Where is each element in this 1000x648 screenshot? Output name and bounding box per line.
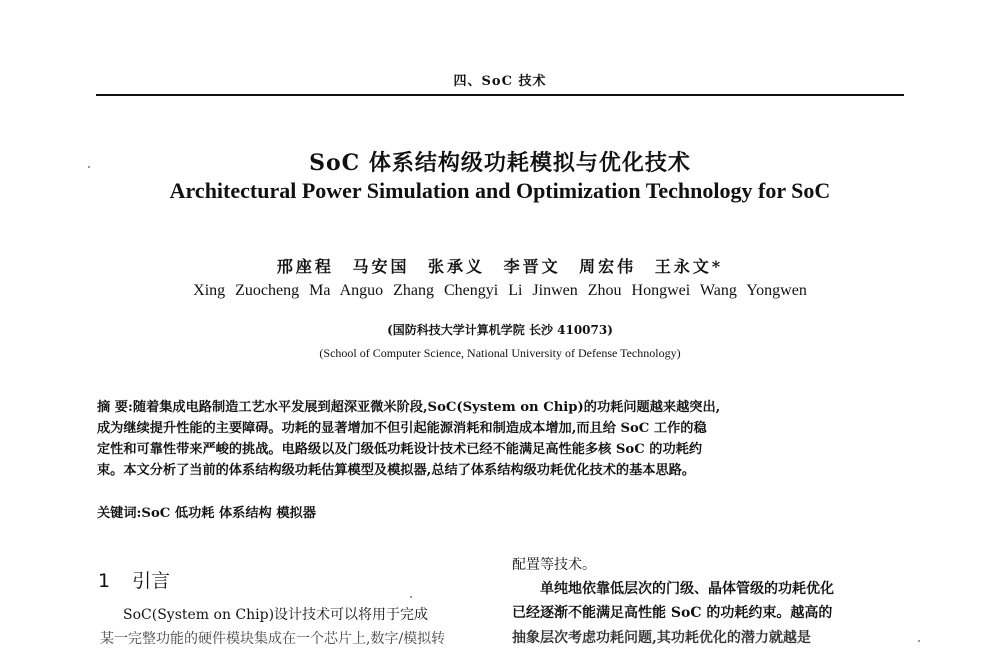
keywords: 关键词:SoC 低功耗 体系结构 模拟器 xyxy=(97,506,316,521)
abstract-line: 摘 要:随着集成电路制造工艺水平发展到超深亚微米阶段,SoC(System on Chip)的功耗问题越来越突出, xyxy=(97,400,721,415)
scan-speck xyxy=(88,166,90,168)
header-rule xyxy=(96,94,904,96)
right-column-line: 配置等技术。 xyxy=(512,557,596,573)
section-title: 引言 xyxy=(132,570,171,592)
paper-title-english: Architectural Power Simulation and Optimization Technology for SoC xyxy=(169,178,831,203)
abstract-line: 定性和可靠性带来严峻的挑战。电路级以及门级低功耗设计技术已经不能满足高性能多核 SoC 的功耗约 xyxy=(97,442,703,457)
section-header: 四、SoC 技术 xyxy=(453,74,547,89)
left-column-line: SoC(System on Chip)设计技术可以将用于完成 xyxy=(123,607,429,623)
paper-title-chinese: SoC 体系结构级功耗模拟与优化技术 xyxy=(309,150,691,176)
right-column-line: 单纯地依靠低层次的门级、晶体管级的功耗优化 xyxy=(540,581,834,597)
abstract-line: 成为继续提升性能的主要障碍。功耗的显著增加不但引起能源消耗和制造成本增加,而且给 SoC 工作的稳 xyxy=(97,421,707,436)
left-column-line: 某一完整功能的硬件模块集成在一个芯片上,数字/模拟转 xyxy=(100,631,446,647)
section-heading xyxy=(98,566,170,593)
section-number: 1 xyxy=(98,570,111,592)
affiliation-chinese: (国防科技大学计算机学院 长沙 410073) xyxy=(387,323,613,337)
authors-english: Xing Zuocheng Ma Anguo Zhang Chengyi Li Jinwen Zhou Hongwei Wang Yongwen xyxy=(193,282,807,299)
abstract-line: 束。本文分析了当前的体系结构级功耗估算模型及模拟器,总结了体系结构级功耗优化技术的基本思路。 xyxy=(97,463,696,478)
right-column-line: 抽象层次考虑功耗问题,其功耗优化的潜力就越是 xyxy=(512,630,811,646)
affiliation-english: (School of Computer Science, National University of Defense Technology) xyxy=(319,346,681,360)
scan-speck xyxy=(410,596,412,598)
scan-speck xyxy=(918,640,920,642)
abstract xyxy=(97,397,909,481)
right-column-line: 已经逐渐不能满足高性能 SoC 的功耗约束。越高的 xyxy=(512,605,833,621)
authors-chinese: 邢座程 马安国 张承义 李晋文 周宏伟 王永文* xyxy=(276,257,724,276)
